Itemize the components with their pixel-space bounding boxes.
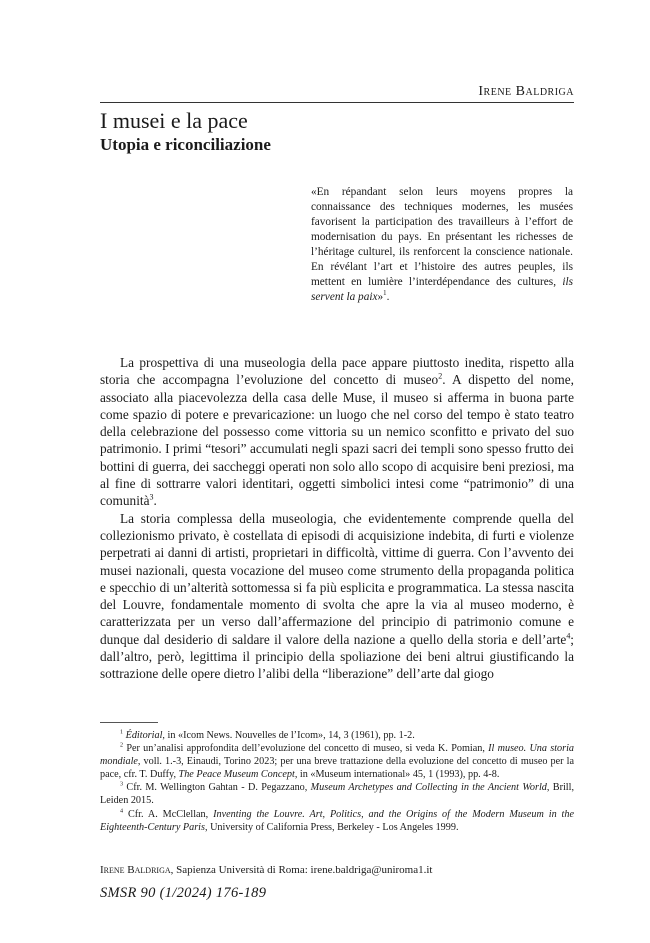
footnote-3-text-b: , Brill, Leiden 2015. [100, 782, 574, 807]
paragraph-1-text-b: . A dispetto del nome, associato alla piacevolezza della casa delle Muse, il museo si afferma in buona parte come spazio di potere e prevaricazione: un luogo che nel corso del tempo è stato teatro della celebrazione del possesso come vittoria su un nemico sconfitto e privato del suo patrimonio. I primi “tesori” accumulati negli spazi sacri dei templi sono spesso frutto dei bottini di guerra, dei saccheggi operati non solo allo scopo di acquisire beni preziosi, ma al fine di sottrarre valori identitari, oggetti simbolici intesi come “patrimonio” di una comunità [100, 372, 574, 509]
footnote-4-number: 4 [120, 808, 124, 815]
running-header-author: Irene Baldriga [478, 84, 574, 99]
footnote-rule [100, 722, 158, 723]
journal-citation: SMSR 90 (1/2024) 176-189 [100, 885, 267, 901]
epigraph-text: «En répandant selon leurs moyens propres la connaissance des techniques modernes, les musées favorisent la participation des travailleurs à l’effort de modernisation du pays. En présentant les richesses de l’héritage culturel, ils renforcent la conscience nationale. En révélant l’art et l’histoire des autres peuples, ils mettent en lumière l’interdépendance des cultures, [311, 186, 573, 288]
article-subtitle: Utopia e riconciliazione [100, 135, 271, 154]
epigraph-italic: ils servent la paix [311, 276, 573, 303]
header-rule [100, 102, 574, 103]
paragraph-2-text-a: La storia complessa della museologia, che evidentemente comprende quella del collezionismo privato, è costellata di episodi di acquisizione indebita, di furti e violenze perpetrati ai danni di artisti, proprietari in difficoltà, vittime di guerra. Con l’avvento dei musei nazionali, questa vocazione del museo come strumento della propaganda politica e specchio di un’alterità sottomessa si fa più esplicita e programmatica. La stessa nascita del Louvre, fondamentale momento di svolta che apre la via al museo moderno, è caratterizzata per un verso dall’affermazione del principio di patrimonio comune e dunque dal desiderio di saldare il valore della nazione a quello della storia e dell’arte [100, 510, 574, 647]
affiliation-author-name: Irene Baldriga [100, 864, 171, 876]
article-title: I musei e la pace [100, 108, 248, 133]
footnote-3-number: 3 [120, 781, 124, 788]
paragraph-1-text-c: . [153, 493, 157, 509]
paragraph-2 [100, 510, 574, 683]
footnote-4 [100, 808, 574, 834]
footnote-4-text-a: Cfr. A. McClellan, [127, 808, 214, 820]
paragraph-1-text-a: La prospettiva di una museologia della pace appare piuttosto inedita, rispetto alla storia che accompagna l’evoluzione del concetto di museo [100, 355, 574, 388]
footnote-2 [100, 742, 574, 781]
footnote-2-text-c: , in «Museum international» 45, 1 (1993), pp. 4-8. [294, 769, 500, 781]
footnote-2-italic-b: The Peace Museum Concept [178, 769, 295, 781]
epigraph-close: » [377, 291, 384, 303]
author-affiliation [100, 864, 432, 876]
affiliation-details: , Sapienza Università di Roma: irene.baldriga@uniroma1.it [170, 864, 433, 876]
footnote-3-italic: Museum Archetypes and Collecting in the Ancient World [310, 782, 547, 794]
body-text [100, 354, 574, 683]
footnote-2-text-a: Per un’analisi approfondita dell’evoluzione del concetto di museo, si veda K. Pomian, [126, 743, 489, 755]
footnote-3 [100, 781, 574, 807]
footnote-ref-3[interactable]: 3 [149, 492, 154, 502]
footnote-2-italic-a: Il museo. Una storia mondiale [100, 743, 575, 768]
paragraph-1 [100, 354, 574, 510]
footnotes [100, 729, 574, 834]
footnote-ref-1[interactable]: 1 [383, 290, 387, 298]
footnote-2-text-b: , voll. 1.-3, Einaudi, Torino 2023; per una breve trattazione della evoluzione del concetto di museo per la pace, cfr. T. Duffy, [100, 756, 574, 781]
footnote-2-number: 2 [120, 742, 124, 749]
footnote-3-text-a: Cfr. M. Wellington Gahtan - D. Pegazzano, [126, 782, 311, 794]
footnote-4-text-b: , University of California Press, Berkeley - Los Angeles 1999. [204, 821, 459, 833]
paragraph-2-text-b: ; dall’altro, però, legittima il principio della spoliazione dei beni altrui giustificando la sottrazione delle opere dietro l’alibi della “liberazione” dell’arte dal giogo [100, 631, 574, 682]
epigraph-end: . [386, 291, 390, 303]
footnote-1 [100, 729, 574, 742]
footnote-ref-2[interactable]: 2 [438, 371, 443, 381]
epigraph [311, 185, 573, 305]
footnote-1-text: , in «Icom News. Nouvelles de l’Icom», 14, 3 (1961), pp. 1-2. [162, 730, 415, 741]
footnote-1-number: 1 [120, 729, 124, 736]
footnote-1-italic: Éditorial [125, 730, 163, 741]
footnote-ref-4[interactable]: 4 [566, 631, 571, 641]
footnote-4-italic: Inventing the Louvre. Art, Politics, and the Origins of the Modern Museum in the Eighteenth-Century Paris [100, 808, 574, 833]
